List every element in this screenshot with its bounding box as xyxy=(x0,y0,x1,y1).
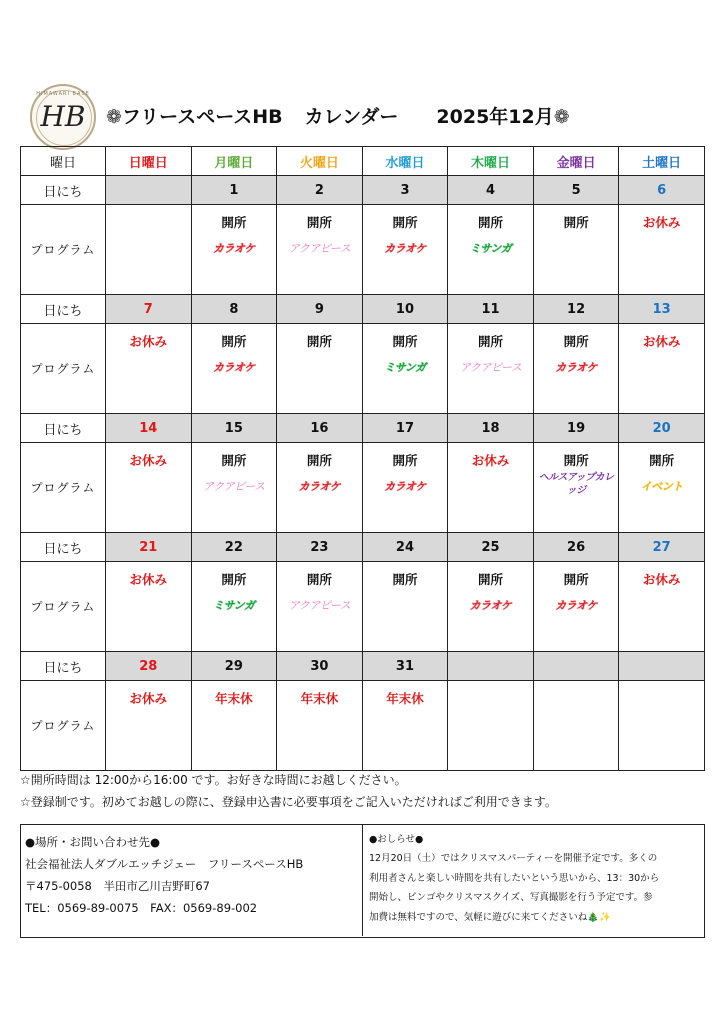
date-row-label: 日にち xyxy=(21,295,106,324)
hb-logo xyxy=(30,84,96,150)
date-cell: 9 xyxy=(277,295,363,324)
program-health-up-college: ヘルスアップカレッジ xyxy=(538,472,614,496)
date-cell: 15 xyxy=(191,414,277,443)
flower-icon: ❁ xyxy=(553,106,570,128)
date-cell: 31 xyxy=(362,652,448,681)
program-cell xyxy=(448,324,534,414)
calendar-weeks xyxy=(21,176,705,771)
program-misanga: ミサンガ xyxy=(469,242,512,255)
program-cell xyxy=(362,205,448,295)
closed-status: お休み xyxy=(471,453,510,468)
date-cell: 25 xyxy=(448,533,534,562)
date-cell: 8 xyxy=(191,295,277,324)
weekday-saturday: 土曜日 xyxy=(619,147,705,176)
program-cell xyxy=(191,562,277,652)
weekday-header-row xyxy=(21,147,705,176)
date-cell: 24 xyxy=(362,533,448,562)
program-cell xyxy=(619,205,705,295)
date-row xyxy=(21,533,705,562)
date-row xyxy=(21,176,705,205)
title-month: 2025年12月 xyxy=(436,106,554,128)
closed-status: お休み xyxy=(642,572,681,587)
news-line: 12月20日（土）ではクリスマスパーティーを開催予定です。多くの xyxy=(369,853,658,864)
open-status: 開所 xyxy=(306,453,332,468)
calendar-table xyxy=(20,146,705,771)
program-misanga: ミサンガ xyxy=(213,599,255,612)
closed-status: 年末休 xyxy=(386,691,424,706)
program-cell xyxy=(277,681,363,771)
program-cell xyxy=(362,562,448,652)
date-cell xyxy=(619,652,705,681)
date-cell xyxy=(533,652,619,681)
date-cell xyxy=(106,176,192,205)
date-cell: 3 xyxy=(362,176,448,205)
program-cell xyxy=(448,681,534,771)
weekday-friday: 金曜日 xyxy=(533,147,619,176)
date-row-label: 日にち xyxy=(21,176,106,205)
date-cell: 28 xyxy=(106,652,192,681)
date-cell: 16 xyxy=(277,414,363,443)
open-status: 開所 xyxy=(392,453,418,468)
date-cell xyxy=(448,652,534,681)
program-cell xyxy=(106,324,192,414)
program-karaoke: カラオケ xyxy=(212,361,255,374)
open-status: 開所 xyxy=(221,215,247,230)
date-row xyxy=(21,295,705,324)
program-cell xyxy=(533,324,619,414)
contact-org: 社会福祉法人ダブルエッチジェー フリースペースHB xyxy=(25,857,304,871)
closed-status: お休み xyxy=(129,691,168,706)
program-cell xyxy=(619,681,705,771)
date-cell: 11 xyxy=(448,295,534,324)
program-karaoke: カラオケ xyxy=(469,599,512,612)
news-panel xyxy=(364,825,702,927)
program-cell xyxy=(362,443,448,533)
open-status: 開所 xyxy=(649,453,675,468)
program-karaoke: カラオケ xyxy=(384,480,426,493)
contact-address: 〒475-0058 半田市乙川吉野町67 xyxy=(25,879,210,893)
page-title xyxy=(106,102,570,129)
weekday-tuesday: 火曜日 xyxy=(277,147,363,176)
open-status: 開所 xyxy=(478,572,504,587)
logo-arc-text: HIMAWARI BASE xyxy=(36,91,90,97)
program-cell xyxy=(277,324,363,414)
date-cell: 26 xyxy=(533,533,619,562)
program-cell xyxy=(106,562,192,652)
weekday-wednesday: 水曜日 xyxy=(362,147,448,176)
weekday-thursday: 木曜日 xyxy=(448,147,534,176)
date-cell: 20 xyxy=(619,414,705,443)
open-status: 開所 xyxy=(563,334,589,349)
program-event: イベント xyxy=(640,480,683,493)
program-cell xyxy=(277,205,363,295)
open-status: 開所 xyxy=(392,215,418,230)
program-cell xyxy=(533,205,619,295)
closed-status: 年末休 xyxy=(300,691,339,706)
program-karaoke: カラオケ xyxy=(384,242,426,255)
program-cell xyxy=(448,562,534,652)
program-cell xyxy=(191,205,277,295)
program-row xyxy=(21,205,705,295)
date-cell: 10 xyxy=(362,295,448,324)
date-row-label: 日にち xyxy=(21,533,106,562)
weekday-label: 曜日 xyxy=(21,147,106,176)
program-cell xyxy=(533,681,619,771)
news-line: 開始し、ビンゴやクリスマスクイズ、写真撮影を行う予定です。参 xyxy=(369,892,653,903)
program-karaoke: カラオケ xyxy=(212,242,255,255)
date-cell: 19 xyxy=(533,414,619,443)
program-cell xyxy=(533,562,619,652)
program-row-label: プログラム xyxy=(21,443,106,533)
program-karaoke: カラオケ xyxy=(555,361,597,374)
date-cell: 7 xyxy=(106,295,192,324)
open-status: 開所 xyxy=(563,453,589,468)
open-status: 開所 xyxy=(478,215,504,230)
closed-status: お休み xyxy=(129,572,168,587)
weekday-sunday: 日曜日 xyxy=(106,147,192,176)
program-cell xyxy=(533,443,619,533)
closed-status: お休み xyxy=(642,215,681,230)
date-cell: 6 xyxy=(619,176,705,205)
date-row-label: 日にち xyxy=(21,414,106,443)
program-cell xyxy=(106,443,192,533)
open-status: 開所 xyxy=(563,215,589,230)
title-calendar: カレンダー xyxy=(304,106,399,128)
program-cell xyxy=(106,681,192,771)
program-cell xyxy=(106,205,192,295)
program-cell xyxy=(362,681,448,771)
program-aqua-peace: アクアピース xyxy=(459,361,522,374)
news-heading: ●おしらせ● xyxy=(369,834,424,845)
program-cell xyxy=(619,443,705,533)
open-status: 開所 xyxy=(306,215,332,230)
contact-phone: TEL：0569-89-0075 FAX：0569-89-002 xyxy=(25,901,258,915)
program-row xyxy=(21,562,705,652)
news-line: 利用者さんと楽しい時間を共有したいという思いから、13：30から xyxy=(369,872,660,884)
closed-status: お休み xyxy=(129,334,168,349)
weekday-monday: 月曜日 xyxy=(191,147,277,176)
flower-icon: ❁ xyxy=(106,106,122,128)
program-cell xyxy=(191,443,277,533)
open-status: 開所 xyxy=(306,334,332,349)
title-name: フリースペースHB xyxy=(121,106,283,128)
open-status: 開所 xyxy=(478,334,504,349)
info-box xyxy=(20,824,705,938)
date-cell: 21 xyxy=(106,533,192,562)
program-row xyxy=(21,681,705,771)
program-row-label: プログラム xyxy=(21,324,106,414)
open-status: 開所 xyxy=(392,334,418,349)
date-row-label: 日にち xyxy=(21,652,106,681)
program-karaoke: カラオケ xyxy=(298,480,341,493)
program-cell xyxy=(619,324,705,414)
program-cell xyxy=(277,562,363,652)
program-row-label: プログラム xyxy=(21,562,106,652)
news-line: 加費は無料ですので、気軽に遊びに来てくださいね🎄✨ xyxy=(369,911,611,923)
program-row-label: プログラム xyxy=(21,205,106,295)
logo-monogram: HB xyxy=(40,100,86,133)
note-registration: ☆登録制です。初めてお越しの際に、登録申込書に必要事項をご記入いただければご利用できます。 xyxy=(20,795,557,809)
closed-status: お休み xyxy=(129,453,168,468)
program-row xyxy=(21,324,705,414)
date-cell: 23 xyxy=(277,533,363,562)
date-cell: 29 xyxy=(191,652,277,681)
date-cell: 2 xyxy=(277,176,363,205)
date-cell: 13 xyxy=(619,295,705,324)
date-cell: 27 xyxy=(619,533,705,562)
closed-status: お休み xyxy=(642,334,681,349)
program-aqua-peace: アクアピース xyxy=(203,480,265,493)
program-cell xyxy=(191,324,277,414)
program-cell xyxy=(448,205,534,295)
date-cell: 18 xyxy=(448,414,534,443)
program-row-label: プログラム xyxy=(21,681,106,771)
program-cell xyxy=(619,562,705,652)
contact-panel xyxy=(21,825,363,936)
program-misanga: ミサンガ xyxy=(384,361,426,374)
notes xyxy=(20,769,557,813)
date-cell: 17 xyxy=(362,414,448,443)
program-cell xyxy=(277,443,363,533)
date-row xyxy=(21,652,705,681)
open-status: 開所 xyxy=(221,453,247,468)
open-status: 開所 xyxy=(563,572,589,587)
date-cell: 14 xyxy=(106,414,192,443)
open-status: 開所 xyxy=(221,572,247,587)
date-cell: 5 xyxy=(533,176,619,205)
date-row xyxy=(21,414,705,443)
date-cell: 4 xyxy=(448,176,534,205)
date-cell: 22 xyxy=(191,533,277,562)
date-cell: 12 xyxy=(533,295,619,324)
program-row xyxy=(21,443,705,533)
open-status: 開所 xyxy=(392,572,418,587)
closed-status: 年末休 xyxy=(215,691,253,706)
program-karaoke: カラオケ xyxy=(555,599,597,612)
program-aqua-peace: アクアピース xyxy=(288,242,351,255)
open-status: 開所 xyxy=(221,334,247,349)
date-cell: 1 xyxy=(191,176,277,205)
contact-heading: ●場所・お問い合わせ先● xyxy=(25,835,161,849)
program-cell xyxy=(448,443,534,533)
note-hours: ☆開所時間は 12:00から16:00 です。お好きな時間にお越しください。 xyxy=(20,773,407,787)
open-status: 開所 xyxy=(306,572,332,587)
program-aqua-peace: アクアピース xyxy=(288,599,351,612)
program-cell xyxy=(362,324,448,414)
date-cell: 30 xyxy=(277,652,363,681)
program-cell xyxy=(191,681,277,771)
